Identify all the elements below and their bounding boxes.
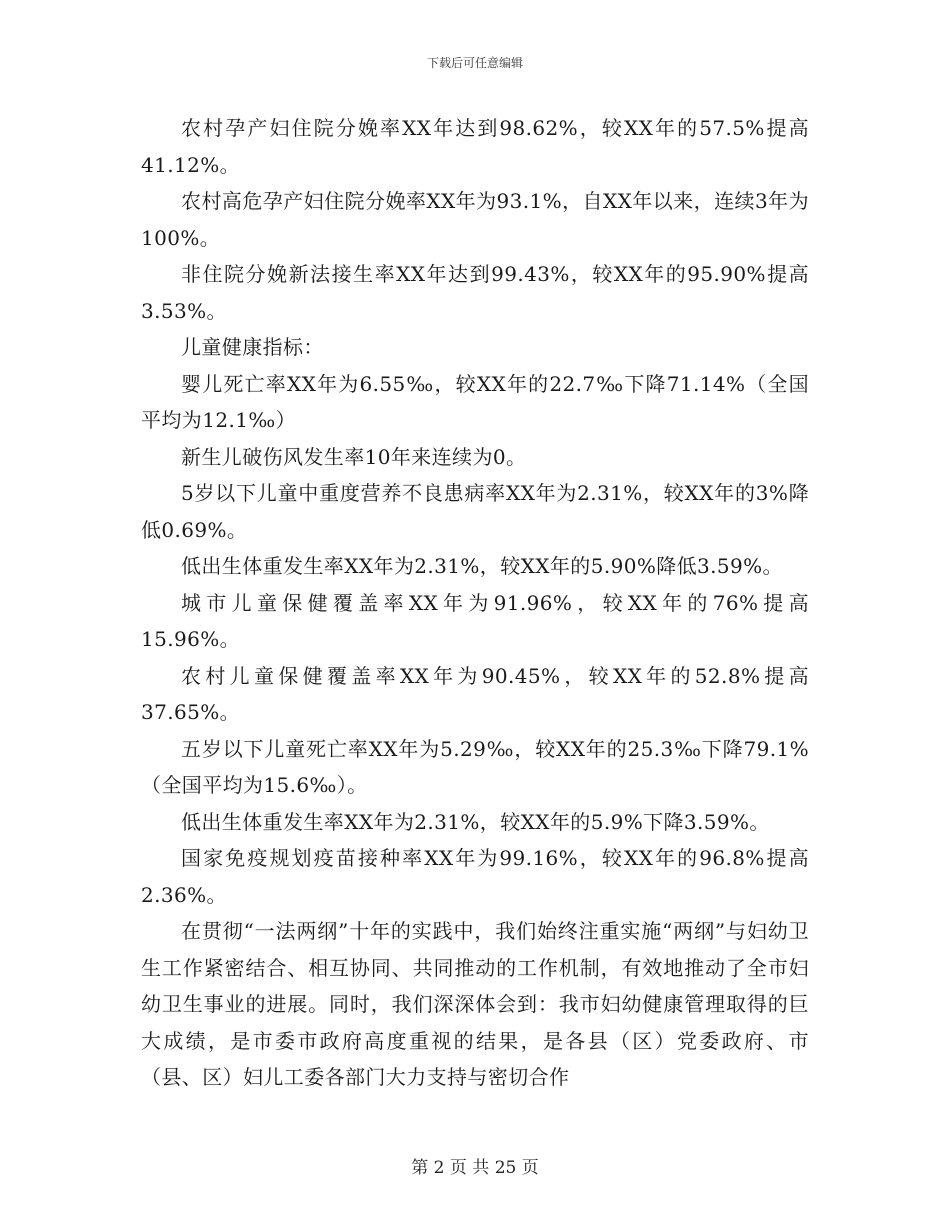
page-footer: 第 2 页 共 25 页	[411, 1158, 539, 1178]
paragraph-child-health-heading: 儿童健康指标：	[181, 335, 324, 359]
paragraph-low-birth-weight: 低出生体重发生率XX年为2.31%，较XX年的5.90%降低3.59%。	[181, 554, 783, 578]
paragraph-rural-child-care: 农村儿童保健覆盖率XX年为90.45%，较XX年的52.8%提高37.65%。	[141, 663, 809, 724]
paragraph-new-method-delivery: 非住院分娩新法接生率XX年达到99.43%，较XX年的95.90%提高3.53%。	[141, 262, 809, 323]
paragraph-infant-mortality: 婴儿死亡率XX年为6.55‰，较XX年的22.7‰下降71.14%（全国平均为12.1‰）	[141, 371, 809, 432]
paragraph-urban-child-care: 城市儿童保健覆盖率XX年为91.96%，较XX年的76%提高15.96%。	[141, 590, 809, 651]
document-body	[141, 110, 809, 1096]
paragraph-under-five-mortality: 五岁以下儿童死亡率XX年为5.29‰，较XX年的25.3‰下降79.1%（全国平均为15.6‰）。	[141, 736, 809, 797]
paragraph-low-birth-weight-2: 低出生体重发生率XX年为2.31%，较XX年的5.9%下降3.59%。	[181, 809, 770, 834]
paragraph-malnutrition: 5岁以下儿童中重度营养不良患病率XX年为2.31%，较XX年的3%降低0.69%。	[141, 481, 809, 542]
paragraph-immunization: 国家免疫规划疫苗接种率XX年为99.16%，较XX年的96.8%提高2.36%。	[141, 846, 809, 907]
paragraph-rural-hospital-delivery: 农村孕产妇住院分娩率XX年达到98.62%，较XX年的57.5%提高41.12%。	[141, 116, 809, 177]
paragraph-rural-high-risk-delivery: 农村高危孕产妇住院分娩率XX年为93.1%，自XX年以来，连续3年为100%。	[141, 189, 809, 250]
paragraph-neonatal-tetanus: 新生儿破伤风发生率10年来连续为0。	[181, 444, 527, 469]
paragraph-summary: 在贯彻“一法两纲”十年的实践中，我们始终注重实施“两纲”与妇幼卫生工作紧密结合、相互协同、共同推动的工作机制，有效地推动了全市妇幼卫生事业的进展。同时，我们深深体会到：我市妇幼健康管理取得的巨大成绩，是市委市政府高度重视的结果，是各县（区）党委政府、市（县、区）妇儿工委各部门大力支持与密切合作	[141, 919, 809, 1089]
page-header: 下载后可任意编辑	[426, 56, 523, 70]
